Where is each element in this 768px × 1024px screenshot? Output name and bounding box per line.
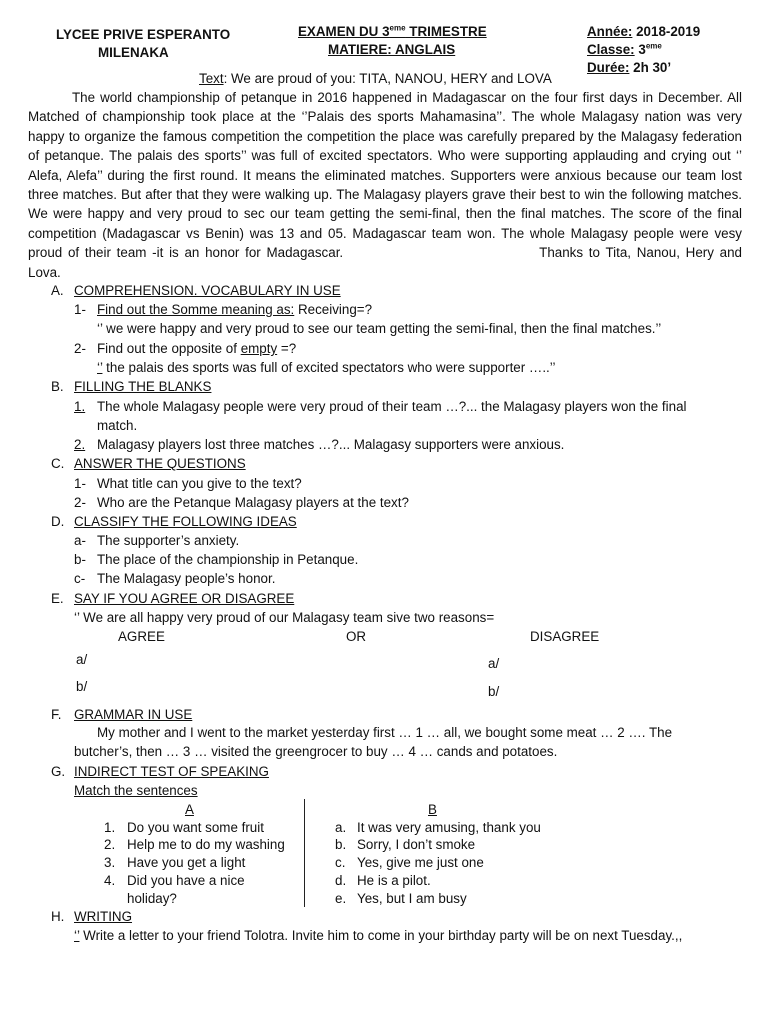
text-body: The world championship of petanque in 2016 happened in Madagascar on the four first days in December. All Matched of championship took place at the ‘’Palais des sports Mahamasina’’. The whole Malagasy nation was very happy to organize the famous competition the competition the place was carefully prepared by the Malagasy federation of petanque. The palais des sports’’ was full of excited spectators. Who were supporting applauding and crying out ‘’ Alefa, Alefa’’ during the first round. It means the eliminated matches. Supporters were anxious because our team lost three matches. But after that they were walking up. The Malagasy players grave their best to win the following matches. We were happy and very proud to sec our team getting the semi-final, then the final matches. The score of the final competition (Madagascar vs Benin) was 13 and 05. Madagascar team won. The whole Malagasy people were vesy proud of their team -it is an honor for Madagascar. Thanks to Tita, Nanou, Hery and Lova. [28, 90, 743, 280]
disagree-a-label: a/ [488, 656, 500, 671]
section-d-a-num: a- [74, 533, 86, 548]
bd-num: d. [335, 873, 347, 888]
section-d-title: CLASSIFY THE FOLLOWING IDEAS [74, 514, 297, 529]
class: Classe: 3eme [587, 41, 662, 57]
section-d-letter: D. [51, 514, 65, 529]
section-a-letter: A. [51, 283, 64, 298]
section-g-subtitle: Match the sentences [74, 783, 198, 798]
section-d-c: The Malagasy people’s honor. [97, 571, 276, 586]
ba-text: It was very amusing, thank you [357, 820, 541, 835]
section-f-title: GRAMMAR IN USE [74, 707, 193, 722]
section-a-q2: Find out the opposite of empty =? [97, 341, 297, 356]
subject: MATIERE: ANGLAIS [328, 42, 456, 57]
section-a-q1-quote: ‘’ we were happy and very proud to see our team getting the semi-final, then the final matches.’’ [97, 321, 662, 336]
school-name: LYCEE PRIVE ESPERANTO [56, 27, 231, 42]
disagree-b-label: b/ [488, 684, 500, 699]
disagree-heading: DISAGREE [530, 629, 600, 644]
duration: Durée: 2h 30’ [587, 60, 672, 75]
ba-num: a. [335, 820, 347, 835]
a4-text: Did you have a nice [127, 873, 245, 888]
section-c-title: ANSWER THE QUESTIONS [74, 456, 246, 471]
column-a-heading: A [185, 802, 194, 817]
section-c-letter: C. [51, 456, 65, 471]
agree-b-label: b/ [76, 679, 88, 694]
section-d-a: The supporter’s anxiety. [97, 533, 240, 548]
or-heading: OR [346, 629, 367, 644]
column-b-heading: B [428, 802, 437, 817]
bb-text: Sorry, I don’t smoke [357, 837, 476, 852]
section-h-quote: ‘’ Write a letter to your friend Tolotra. Invite him to come in your birthday party will be on next Tuesday.,, [74, 928, 683, 943]
bc-text: Yes, give me just one [357, 855, 484, 870]
section-d-b-num: b- [74, 552, 86, 567]
section-b-item2: Malagasy players lost three matches …?... Malagasy supporters were anxious. [97, 437, 565, 452]
a3-num: 3. [104, 855, 116, 870]
school-year: Année: 2018-2019 [587, 24, 701, 39]
section-b-item2-num: 2. [74, 437, 86, 452]
agree-heading: AGREE [118, 629, 165, 644]
a1-num: 1. [104, 820, 116, 835]
bc-num: c. [335, 855, 346, 870]
section-e-title: SAY IF YOU AGREE OR DISAGREE [74, 591, 295, 606]
section-d-c-num: c- [74, 571, 86, 586]
section-b-letter: B. [51, 379, 64, 394]
a1-text: Do you want some fruit [127, 820, 264, 835]
section-h-letter: H. [51, 909, 65, 924]
bd-text: He is a pilot. [357, 873, 431, 888]
school-location: MILENAKA [98, 45, 169, 60]
section-c-q1-num: 1- [74, 476, 86, 491]
section-g-letter: G. [51, 764, 66, 779]
a2-text: Help me to do my washing [127, 837, 285, 852]
section-h-title: WRITING [74, 909, 133, 924]
section-a-title: COMPREHENSION. VOCABULARY IN USE [74, 283, 341, 298]
section-b-title: FILLING THE BLANKS [74, 379, 212, 394]
bb-num: b. [335, 837, 347, 852]
section-f-line2: butcher’s, then … 3 … visited the greengrocer to buy … 4 … cands and potatoes. [74, 744, 558, 759]
be-num: e. [335, 891, 347, 906]
a3-text: Have you get a light [127, 855, 246, 870]
exam-title: EXAMEN DU 3eme TRIMESTRE [298, 23, 487, 39]
text-thanks: Thanks to Tita, Nanou, Hery and Lova. [28, 245, 743, 280]
section-a-q1-num: 1- [74, 302, 86, 317]
text-title: Text: We are proud of you: TITA, NANOU, HERY and LOVA [199, 71, 552, 86]
section-a-q2-quote: ‘’ the palais des sports was full of excited spectators who were supporter …..’’ [97, 360, 556, 375]
section-g-title: INDIRECT TEST OF SPEAKING [74, 764, 269, 779]
section-b-item1-num: 1. [74, 399, 86, 414]
section-a-q1: Find out the Somme meaning as: Receiving=? [97, 302, 373, 317]
column-divider [304, 799, 305, 907]
section-e-quote: ‘’ We are all happy very proud of our Malagasy team sive two reasons= [74, 610, 495, 625]
section-c-q2: Who are the Petanque Malagasy players at the text? [97, 495, 409, 510]
a4-text-cont: holiday? [127, 891, 177, 906]
section-c-q2-num: 2- [74, 495, 86, 510]
agree-a-label: a/ [76, 652, 88, 667]
section-f-letter: F. [51, 707, 62, 722]
a2-num: 2. [104, 837, 116, 852]
section-b-item1-cont: match. [97, 418, 138, 433]
section-b-item1: The whole Malagasy people were very proud of their team …?... the Malagasy players won the final [97, 399, 687, 414]
section-a-q2-num: 2- [74, 341, 86, 356]
a4-num: 4. [104, 873, 116, 888]
section-f-line1: My mother and I went to the market yesterday first … 1 … all, we bought some meat … 2 …. The [97, 725, 673, 740]
section-c-q1: What title can you give to the text? [97, 476, 302, 491]
be-text: Yes, but I am busy [357, 891, 467, 906]
section-d-b: The place of the championship in Petanque. [97, 552, 359, 567]
section-e-letter: E. [51, 591, 64, 606]
